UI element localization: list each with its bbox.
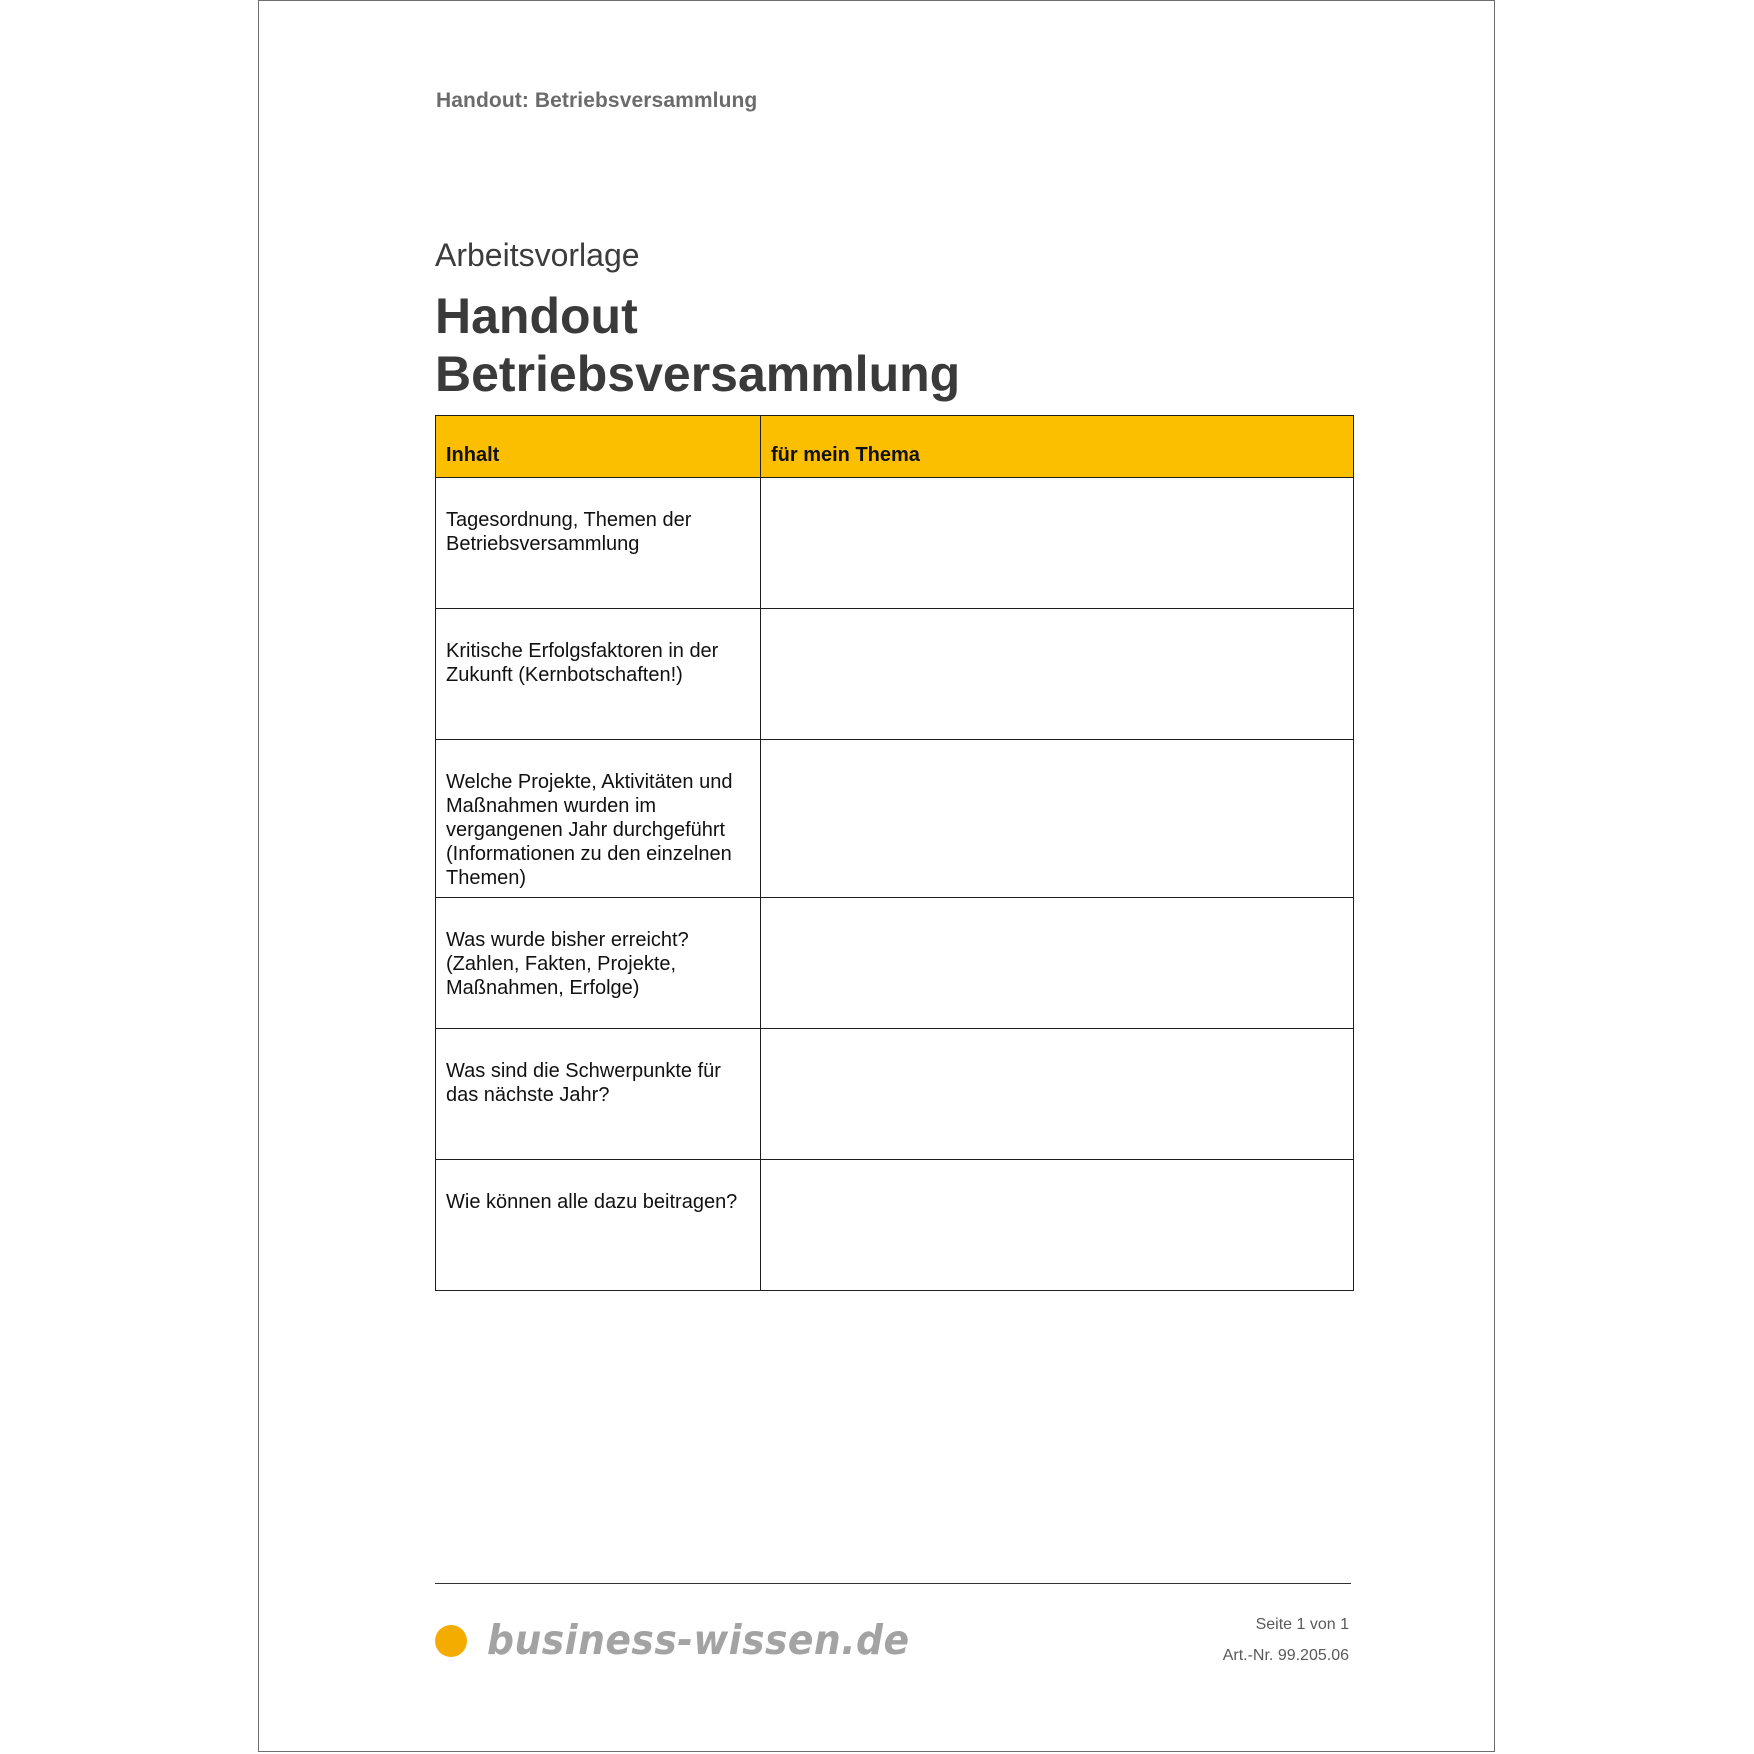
document-title-line-1: Handout <box>435 288 638 344</box>
cell-inhalt: Was sind die Schwerpunkte für das nächste Jahr? <box>436 1029 761 1160</box>
logo-dot-icon <box>435 1625 467 1657</box>
cell-thema[interactable] <box>761 1160 1354 1291</box>
document-title <box>435 287 960 403</box>
cell-inhalt: Tagesordnung, Themen der Betriebsversammlung <box>436 478 761 609</box>
cell-inhalt: Was wurde bisher erreicht? (Zahlen, Fakten, Projekte, Maßnahmen, Erfolge) <box>436 898 761 1029</box>
page-number: Seite 1 von 1 <box>1255 1616 1349 1633</box>
page-info <box>1223 1609 1349 1671</box>
cell-inhalt: Kritische Erfolgsfaktoren in der Zukunft (Kernbotschaften!) <box>436 609 761 740</box>
running-header: Handout: Betriebsversammlung <box>436 89 758 112</box>
footer-divider <box>435 1583 1351 1584</box>
column-header-inhalt: Inhalt <box>436 416 761 478</box>
cell-thema[interactable] <box>761 898 1354 1029</box>
table-row <box>436 740 1354 898</box>
cell-thema[interactable] <box>761 609 1354 740</box>
column-header-fuer-mein-thema: für mein Thema <box>761 416 1354 478</box>
document-subtitle: Arbeitsvorlage <box>435 237 640 273</box>
article-number: Art.-Nr. 99.205.06 <box>1222 1647 1349 1664</box>
cell-thema[interactable] <box>761 478 1354 609</box>
brand-logo-text: business-wissen.de <box>487 1616 910 1664</box>
document-page <box>258 0 1495 1752</box>
cell-thema[interactable] <box>761 740 1354 898</box>
table-row <box>436 898 1354 1029</box>
cell-inhalt: Wie können alle dazu beitragen? <box>436 1160 761 1291</box>
document-title-line-2: Betriebsversammlung <box>435 346 961 402</box>
table-row <box>436 1160 1354 1291</box>
table-row <box>436 478 1354 609</box>
table-row <box>436 1029 1354 1160</box>
cell-inhalt: Welche Projekte, Aktivitäten und Maßnahmen wurden im vergangenen Jahr durchgeführt (Informationen zu den einzelnen Themen) <box>436 740 761 898</box>
table-row <box>436 609 1354 740</box>
cell-thema[interactable] <box>761 1029 1354 1160</box>
table-header-row <box>436 416 1354 478</box>
worksheet-table <box>435 415 1354 1291</box>
